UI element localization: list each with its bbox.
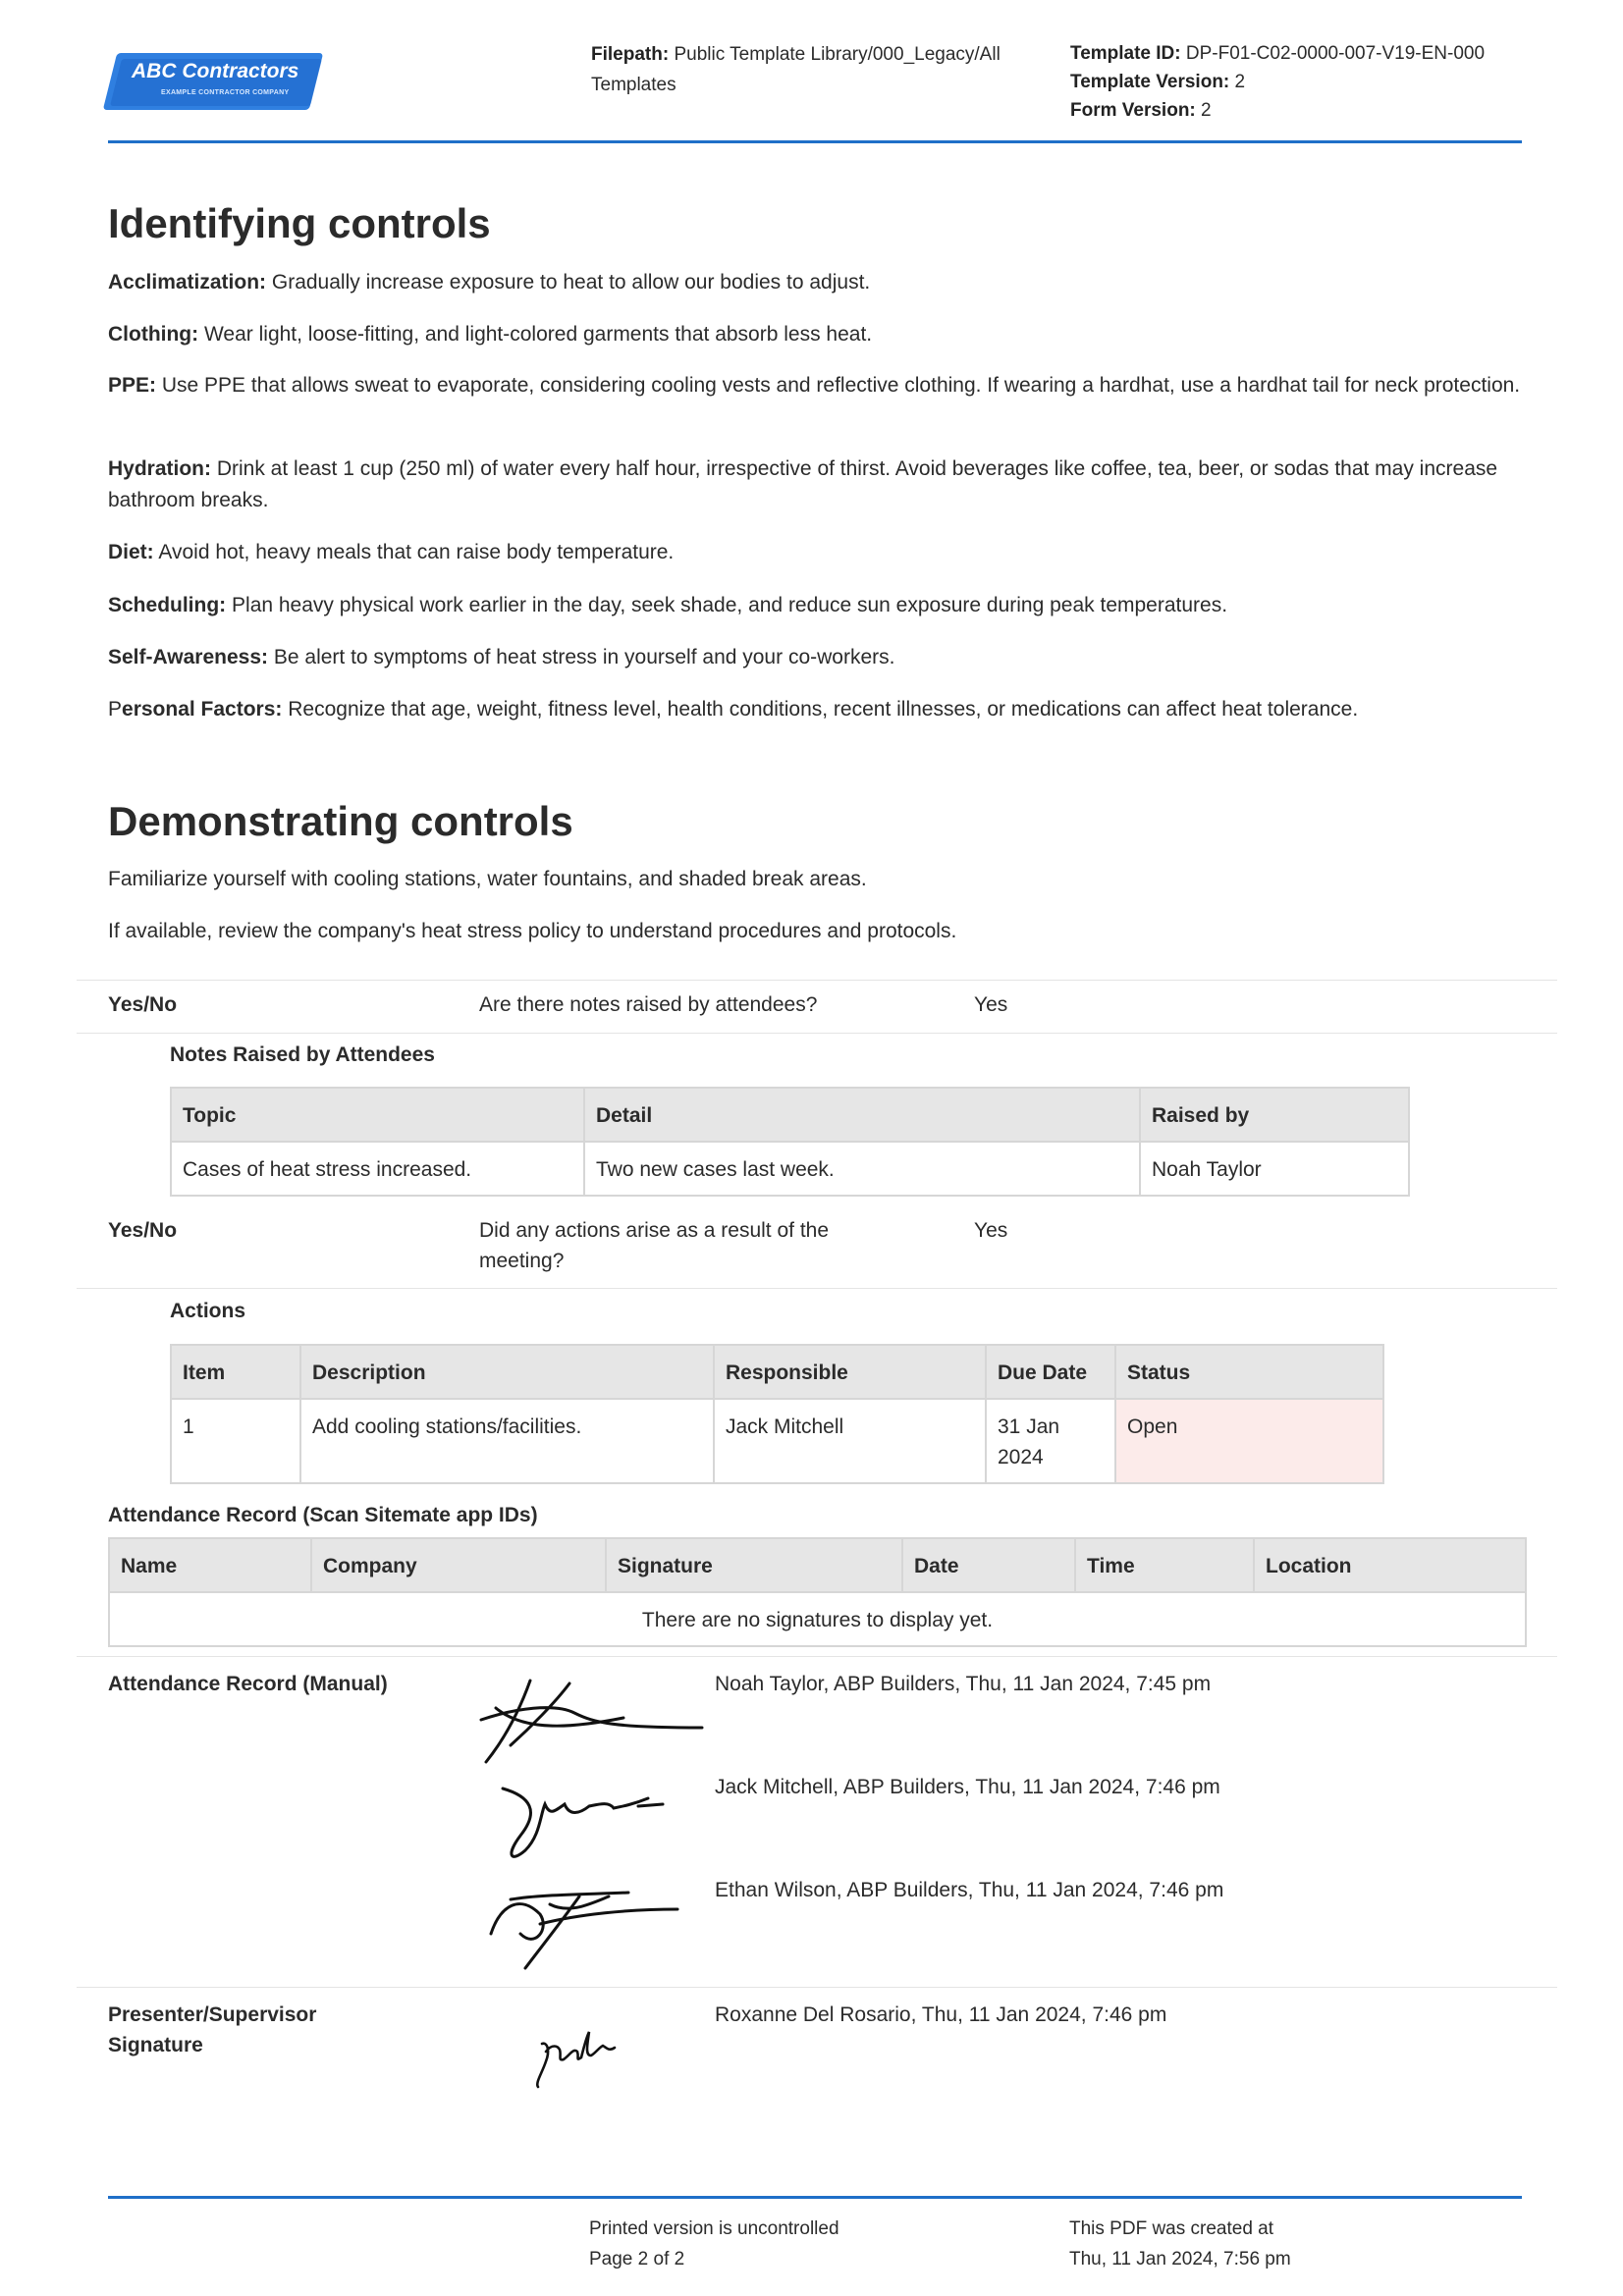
question-type-label: Yes/No <box>108 1219 178 1242</box>
column-header: Responsible <box>714 1345 986 1399</box>
form-version-value: 2 <box>1201 100 1212 121</box>
table-cell: Jack Mitchell <box>714 1399 986 1483</box>
control-item-label: Scheduling: <box>108 594 227 616</box>
actions-title: Actions <box>170 1300 246 1322</box>
manual-attendance-entry: Jack Mitchell, ABP Builders, Thu, 11 Jan 2024, 7:46 pm <box>715 1776 1220 1798</box>
column-header: Topic <box>171 1088 584 1142</box>
control-item <box>108 267 1522 298</box>
table-cell: 31 Jan 2024 <box>986 1399 1115 1483</box>
column-header: Signature <box>606 1538 902 1592</box>
control-item-text: Recognize that age, weight, fitness level, health conditions, recent illnesses, or medications can affect heat tolerance. <box>288 698 1359 721</box>
column-header: Date <box>902 1538 1075 1592</box>
control-item <box>108 642 1522 673</box>
template-meta-block <box>1070 39 1532 125</box>
column-header: Due Date <box>986 1345 1115 1399</box>
control-item-text: Gradually increase exposure to heat to allow our bodies to adjust. <box>271 271 871 294</box>
attendance-scan-table <box>108 1537 1527 1647</box>
control-item-text: Wear light, loose-fitting, and light-colored garments that absorb less heat. <box>203 323 873 346</box>
footer-created-date: Thu, 11 Jan 2024, 7:56 pm <box>1069 2249 1291 2269</box>
signature-ethan-wilson <box>481 1875 687 1973</box>
manual-attendance-entry: Ethan Wilson, ABP Builders, Thu, 11 Jan 2024, 7:46 pm <box>715 1879 1224 1901</box>
control-item-label: Self-Awareness: <box>108 646 269 668</box>
column-header: Raised by <box>1140 1088 1409 1142</box>
control-item-text: Drink at least 1 cup (250 ml) of water every half hour, irrespective of thirst. Avoid beverages like coffee, tea, beer, or sodas that may increase bathroom breaks. <box>108 457 1498 511</box>
control-item-label-plain: P <box>108 698 123 721</box>
control-item-label: Acclimatization: <box>108 271 267 294</box>
control-item <box>108 319 1522 350</box>
table-cell: Add cooling stations/facilities. <box>300 1399 714 1483</box>
attendance-scan-title: Attendance Record (Scan Sitemate app IDs) <box>108 1504 538 1526</box>
control-item-label: Clothing: <box>108 323 199 346</box>
divider <box>77 980 1557 981</box>
divider <box>77 1288 1557 1289</box>
page-header <box>108 39 1522 143</box>
control-item-text: Avoid hot, heavy meals that can raise body temperature. <box>158 541 675 563</box>
column-header: Time <box>1075 1538 1254 1592</box>
question-text: Did any actions arise as a result of the meeting? <box>479 1219 830 1272</box>
presenter-entry: Roxanne Del Rosario, Thu, 11 Jan 2024, 7:46 pm <box>715 2003 1167 2026</box>
control-item-label: Hydration: <box>108 457 211 480</box>
table-row <box>171 1399 1383 1483</box>
demonstrating-para-1: Familiarize yourself with cooling stations, water fountains, and shaded break areas. <box>108 868 867 890</box>
table-cell: Cases of heat stress increased. <box>171 1142 584 1196</box>
manual-attendance-entry: Noah Taylor, ABP Builders, Thu, 11 Jan 2024, 7:45 pm <box>715 1673 1212 1695</box>
table-header-row <box>109 1538 1526 1592</box>
attendance-manual-label: Attendance Record (Manual) <box>108 1673 388 1695</box>
form-version-label: Form Version: <box>1070 100 1196 121</box>
column-header: Item <box>171 1345 300 1399</box>
template-version-value: 2 <box>1234 72 1246 92</box>
actions-table <box>170 1344 1384 1484</box>
template-id-label: Template ID: <box>1070 43 1181 64</box>
control-item <box>108 694 1522 725</box>
table-cell: Noah Taylor <box>1140 1142 1409 1196</box>
table-row <box>171 1142 1409 1196</box>
section-title-identifying: Identifying controls <box>108 200 491 246</box>
filepath-value: Public Template Library/000_Legacy/All Templates <box>591 44 1001 95</box>
template-id-line <box>1070 39 1532 68</box>
question-answer: Yes <box>974 1219 1008 1242</box>
table-cell: 1 <box>171 1399 300 1483</box>
control-item-label: PPE: <box>108 374 157 397</box>
notes-title: Notes Raised by Attendees <box>170 1043 435 1066</box>
empty-table-message: There are no signatures to display yet. <box>109 1592 1526 1646</box>
table-header-row <box>171 1088 1409 1142</box>
control-item <box>108 537 1522 568</box>
control-item-text: Plan heavy physical work earlier in the day, seek shade, and reduce sun exposure during peak temperatures. <box>232 594 1228 616</box>
question-text: Are there notes raised by attendees? <box>479 993 818 1016</box>
divider <box>77 1987 1557 1988</box>
divider <box>77 1656 1557 1657</box>
presenter-signature-label: Presenter/Supervisor Signature <box>108 2003 317 2056</box>
control-item <box>108 370 1522 401</box>
control-item-label: ersonal Factors: <box>122 698 283 721</box>
demonstrating-para-2: If available, review the company's heat stress policy to understand procedures and protocols. <box>108 920 957 942</box>
divider <box>77 1033 1557 1034</box>
table-cell: Two new cases last week. <box>584 1142 1140 1196</box>
column-header: Name <box>109 1538 311 1592</box>
footer-rule <box>108 2196 1522 2199</box>
logo-subtitle: EXAMPLE CONTRACTOR COMPANY <box>161 89 290 96</box>
column-header: Status <box>1115 1345 1383 1399</box>
signature-noah-taylor <box>476 1669 712 1767</box>
company-logo <box>110 53 316 112</box>
page-number: Page 2 of 2 <box>589 2249 685 2269</box>
control-item <box>108 454 1522 516</box>
template-version-line <box>1070 68 1532 96</box>
template-version-label: Template Version: <box>1070 72 1230 92</box>
question-answer: Yes <box>974 993 1008 1016</box>
column-header: Company <box>311 1538 606 1592</box>
form-version-line <box>1070 96 1532 125</box>
control-item-label: Diet: <box>108 541 154 563</box>
question-type-label: Yes/No <box>108 993 178 1016</box>
control-item-text: Use PPE that allows sweat to evaporate, considering cooling vests and reflective clothing. If wearing a hardhat, use a hardhat tail for neck protection. <box>161 374 1521 397</box>
column-header: Detail <box>584 1088 1140 1142</box>
table-row <box>109 1592 1526 1646</box>
notes-table <box>170 1087 1410 1197</box>
control-item-text: Be alert to symptoms of heat stress in yourself and your co-workers. <box>273 646 895 668</box>
footer-left <box>589 2214 839 2274</box>
template-id-value: DP-F01-C02-0000-007-V19-EN-000 <box>1185 43 1486 64</box>
control-item <box>108 590 1522 621</box>
logo-title: ABC Contractors <box>132 60 299 82</box>
footer-uncontrolled-note: Printed version is uncontrolled <box>589 2218 839 2239</box>
table-header-row <box>171 1345 1383 1399</box>
footer-created-label: This PDF was created at <box>1069 2218 1274 2239</box>
column-header: Location <box>1254 1538 1526 1592</box>
signature-jack-mitchell <box>491 1777 687 1865</box>
filepath-label: Filepath: <box>591 44 670 65</box>
footer-right <box>1069 2214 1291 2274</box>
filepath-block <box>591 39 1053 100</box>
column-header: Description <box>300 1345 714 1399</box>
signature-presenter <box>530 2022 638 2091</box>
status-cell: Open <box>1115 1399 1383 1483</box>
section-title-demonstrating: Demonstrating controls <box>108 798 573 844</box>
